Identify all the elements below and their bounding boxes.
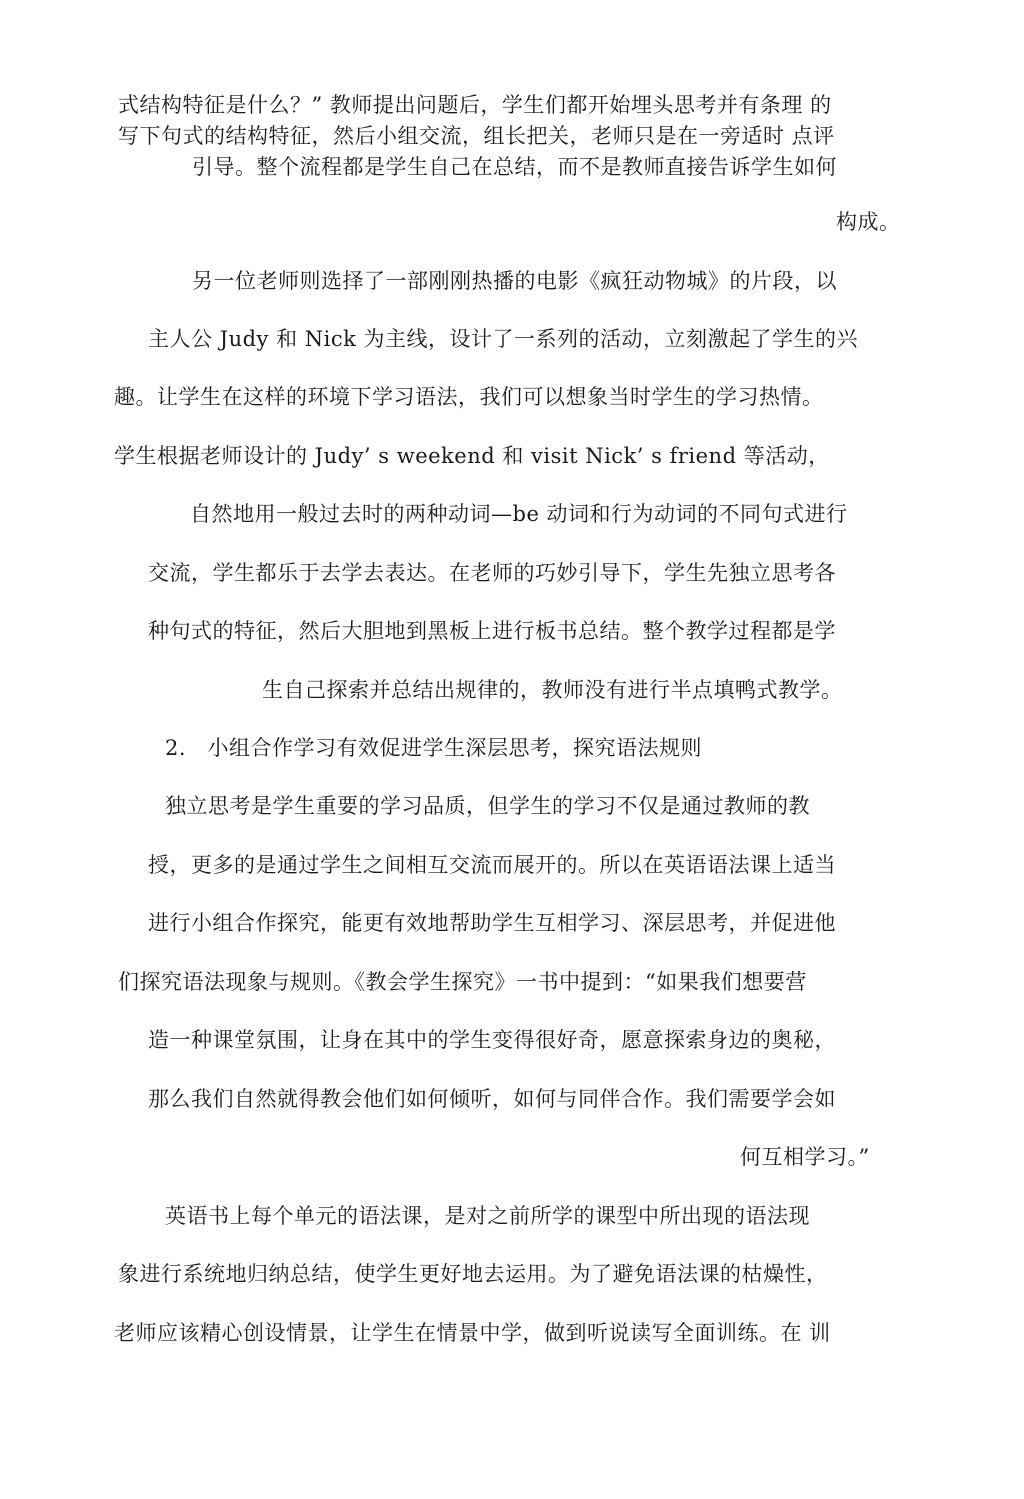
text-line: 交流，学生都乐于去学去表达。在老师的巧妙引导下，学生先独立思考各 (148, 561, 836, 585)
text-line: 造一种课堂氛围，让身在其中的学生变得很好奇，愿意探索身边的奥秘， (148, 1028, 836, 1052)
text-line: 授，更多的是通过学生之间相互交流而展开的。所以在英语语法课上适当 (148, 853, 836, 877)
text-line: 生自己探索并总结出规律的，教师没有进行半点填鸭式教学。 (262, 678, 843, 702)
text-line: 老师应该精心创设情景，让学生在情景中学，做到听说读写全面训练。在 训 (114, 1321, 831, 1345)
text-line: 那么我们自然就得教会他们如何倾听，如何与同伴合作。我们需要学会如 (148, 1087, 836, 1111)
text-line: 主人公 Judy 和 Nick 为主线，设计了一系列的活动，立刻激起了学生的兴 (148, 327, 859, 351)
text-line: 自然地用一般过去时的两种动词—be 动词和行为动词的不同句式进行 (190, 502, 848, 526)
text-line: 学生根据老师设计的 Judy’ s weekend 和 visit Nick’ s friend 等活动， (114, 444, 830, 468)
text-line: 种句式的特征，然后大胆地到黑板上进行板书总结。整个教学过程都是学 (148, 619, 836, 643)
text-line: 独立思考是学生重要的学习品质，但学生的学习不仅是通过教师的教 (165, 794, 810, 818)
text-line: 趣。让学生在这样的环境下学习语法，我们可以想象当时学生的学习热情。 (114, 385, 824, 409)
text-line: 何互相学习。” (740, 1145, 870, 1169)
text-line: 引导。整个流程都是学生自己在总结，而不是教师直接告诉学生如何 (192, 155, 837, 179)
section-heading: 2. 小组合作学习有效促进学生深层思考，探究语法规则 (165, 736, 703, 760)
text-line: 象进行系统地归纳总结，使学生更好地去运用。为了避免语法课的枯燥性， (118, 1262, 828, 1286)
text-line: 英语书上每个单元的语法课，是对之前所学的课型中所出现的语法现 (165, 1204, 810, 1228)
text-line: 写下句式的结构特征，然后小组交流，组长把关，老师只是在一旁适时 点评 (118, 124, 835, 148)
text-line: 式结构特征是什么？” 教师提出问题后，学生们都开始埋头思考并有条理 的 (118, 93, 832, 117)
text-line: 构成。 (836, 210, 901, 234)
text-line: 进行小组合作探究，能更有效地帮助学生互相学习、深层思考，并促进他 (148, 911, 836, 935)
text-line: 另一位老师则选择了一部刚刚热播的电影《疯狂动物城》的片段，以 (192, 269, 837, 293)
text-line: 们探究语法现象与规则。《教会学生探究》一书中提到：“如果我们想要营 (118, 970, 807, 994)
